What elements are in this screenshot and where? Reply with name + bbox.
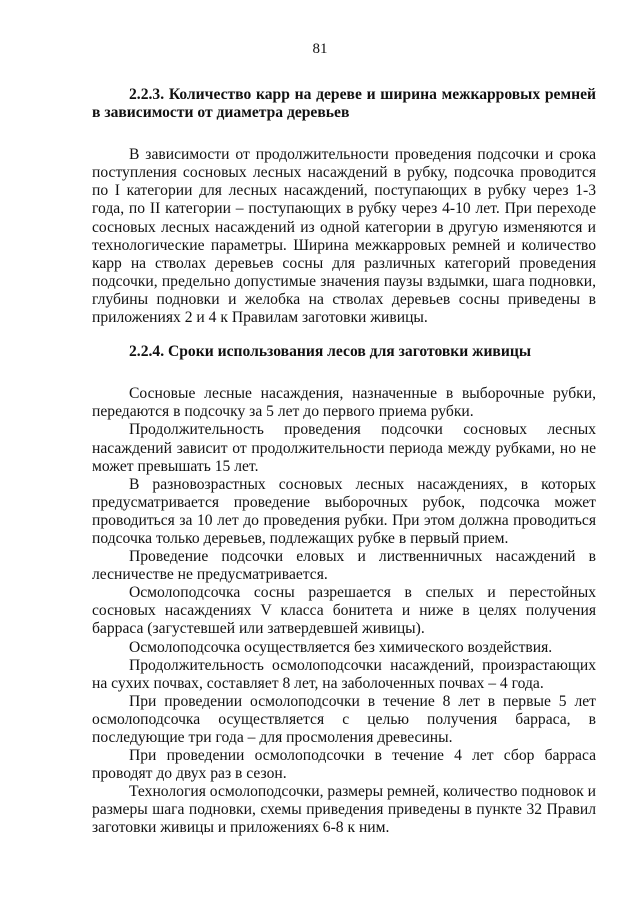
page-content — [92, 86, 596, 838]
page-number: 81 — [312, 41, 328, 57]
paragraph: Продолжительность проведения подсочки сосновых лесных насаждений зависит от продолжительности периода между рубками, но не может превышать 15 лет. — [92, 421, 596, 475]
paragraph: Осмолоподсочка осуществляется без химического воздействия. — [129, 638, 553, 656]
paragraph: При проведении осмолоподсочки в течение 4 лет сбор барраса проводят до двух раз в сезон. — [92, 747, 596, 783]
paragraph: Проведение подсочки еловых и лиственничных насаждений в лесничестве не предусматривается. — [92, 548, 596, 584]
paragraph: Осмолоподсочка сосны разрешается в спелых и перестойных сосновых насаждениях V класса бонитета и ниже в целях получения барраса (загустевшей или затвердевшей живицы). — [92, 584, 596, 638]
paragraph: Продолжительность осмолоподсочки насаждений, произрастающих на сухих почвах, составляет 8 лет, на заболоченных почвах – 4 года. — [92, 656, 596, 692]
section-heading-2-2-4: 2.2.4. Сроки использования лесов для заготовки живицы — [129, 343, 532, 361]
section-heading-2-2-3: 2.2.3. Количество карр на дереве и ширина межкарровых ремней в зависимости от диаметра деревьев — [92, 86, 596, 122]
paragraph: При проведении осмолоподсочки в течение 8 лет в первые 5 лет осмолоподсочка осуществляется с целью получения барраса, в последующие три года – для просмоления древесины. — [92, 692, 596, 746]
paragraph: Технология осмолоподсочки, размеры ремней, количество подновок и размеры шага подновки, схемы приведения приведены в пункте 32 Правил заготовки живицы и приложениях 6-8 к ним. — [92, 783, 597, 837]
paragraph: В разновозрастных сосновых лесных насаждениях, в которых предусматривается проведение выборочных рубок, подсочка может проводиться за 10 лет до проведения рубки. При этом должна проводиться подсочка только деревьев, подлежащих рубке в первый прием. — [92, 475, 596, 547]
paragraph: Сосновые лесные насаждения, назначенные в выборочные рубки, передаются в подсочку за 5 лет до первого приема рубки. — [92, 385, 596, 421]
paragraph: В зависимости от продолжительности проведения подсочки и срока поступления сосновых лесных насаждений в рубку, подсочка проводится по I категории для лесных насаждений, поступающих в рубку через 1-3 года, по II категории – поступающих в рубку через 4-10 лет. При переходе сосновых лесных насаждений из одной категории в другую изменяются и технологические параметры. Ширина межкарровых ремней и количество карр на стволах деревьев сосны для различных категорий проведения подсочки, предельно допустимые значения паузы вздымки, шага подновки, глубины подновки и желобка на стволах деревьев сосны приведены в приложениях 2 и 4 к Правилам заготовки живицы. — [92, 146, 596, 327]
